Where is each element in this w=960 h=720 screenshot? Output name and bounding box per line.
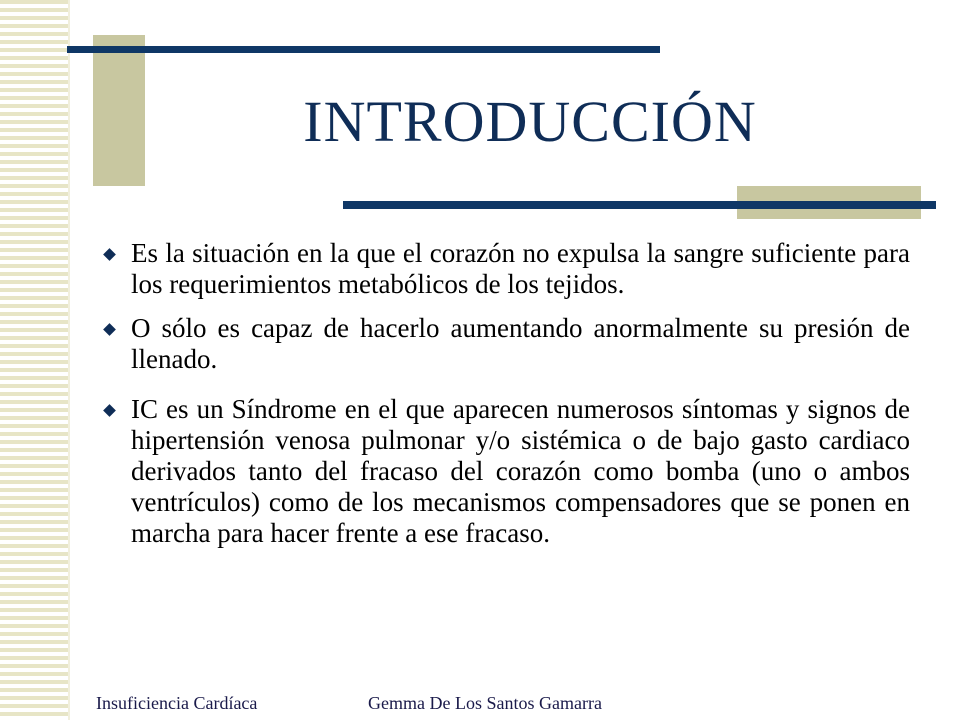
bullet-text: IC es un Síndrome en el que aparecen numerosos síntomas y signos de hipertensión venosa pulmonar y/o sistémica o de bajo gasto cardiaco derivados tanto del fracaso del corazón como bomba (uno o ambos ventrículos) como de los mecanismos compensadores que se ponen en marcha para hacer frente a ese fracaso. (131, 394, 910, 548)
slide-title: INTRODUCCIÓN (303, 89, 757, 154)
footer-title: Insuficiencia Cardíaca (96, 693, 258, 713)
decorative-olive-block-top (93, 35, 145, 186)
striped-left-border (0, 0, 68, 720)
decorative-navy-line-bottom (343, 201, 936, 209)
diamond-bullet-icon (103, 404, 116, 417)
diamond-bullet-icon (103, 323, 116, 336)
bullet-text: Es la situación en la que el corazón no expulsa la sangre suficiente para los requerimientos metabólicos de los tejidos. (131, 238, 910, 299)
diamond-bullet-icon (103, 248, 116, 261)
bullet-item (102, 394, 910, 549)
decorative-navy-line-top (67, 46, 660, 53)
bullet-text: O sólo es capaz de hacerlo aumentando anormalmente su presión de llenado. (131, 313, 910, 374)
bullet-list (102, 238, 910, 562)
bullet-item (102, 313, 910, 375)
striped-border-edge (68, 0, 70, 720)
bullet-item (102, 238, 910, 300)
footer-author: Gemma De Los Santos Gamarra (368, 693, 602, 713)
